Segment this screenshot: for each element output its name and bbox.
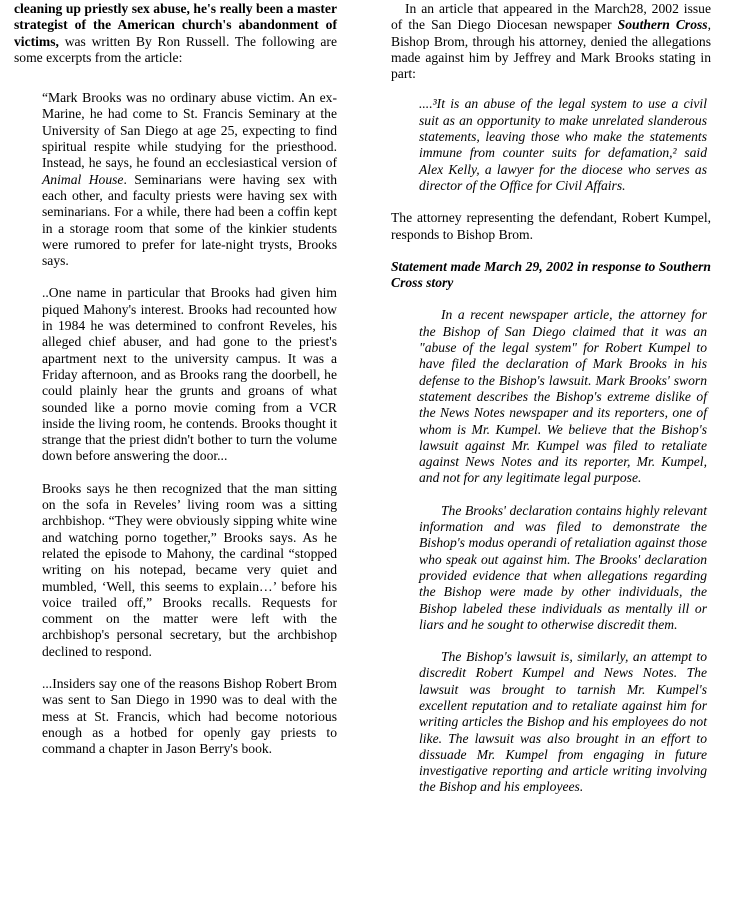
quote-insiders: ...Insiders say one of the reasons Bishop Robert Brom was sent to San Diego in 1990 was to deal with the mess at St. Francis, which had become notorious enough as a hotbed for openly gay priests to command a chapter in Jason Berry's book. [42,675,337,757]
quote-text: “Mark Brooks was no ordinary abuse victim. An ex-Marine, he had come to St. Francis Seminary at the University of San Diego at age 25, expecting to find spiritual respite while studying for the priesthood. Instead, he says, he found an ecclesiastical version of [42,90,337,171]
quote-archbishop: Brooks says he then recognized that the man sitting on the sofa in Reveles’ living room was a sitting archbishop. “They were obviously sipping white wine and watching porno together,” Brooks says. As he related the episode to Mahony, the cardinal “stopped writing on his notepad, became very quiet and mumbled, ‘Well, this seems to explain…’ before his voice trailed off,” Brooks recalls. Requests for comment on the matter were left with the archbishop's personal secretary, but the archbishop declined to respond. [42,480,337,659]
publication-name: Southern Cross [617,17,708,33]
right-column [391,0,711,796]
quote-text: . Seminarians were having sex with each other, and faculty priests were having sex with seminarians. For a while, there had been a coffin kept in a storage room that some of the kinkier students were rumored to prefer for late-night trysts, Brooks says. [42,171,337,269]
quote-one-name: ..One name in particular that Brooks had given him piqued Mahony's interest. Brooks had recounted how in 1984 he was determined to confront Reveles, his alleged chief abuser, and had gone to the priest's apartment next to the university campus. It was a Friday afternoon, and as Brooks rang the doorbell, he could plainly hear the grunts and groans of what sounded like a porno movie coming from a VCR inside the living room, he contends. Brooks thought it strange that the priest didn't bother to turn the volume down before answering the door... [42,285,337,464]
statement-paragraph-1: In a recent newspaper article, the attorney for the Bishop of San Diego claimed that it was an "abuse of the legal system" for Robert Kumpel to have filed the declaration of Mark Brooks in his defense to the Bishop's lawsuit. Mark Brooks' sworn statement describes the Bishop's extreme dislike of the News Notes newspaper and its reporters, one of whom is Mr. Kumpel. We believe that the Bishop's lawsuit against Mr. Kumpel was filed to retaliate against News Notes and its reporter, Mr. Kumpel, and not for any legitimate legal purpose. [419,307,707,486]
intro-text: was written By Ron Russell. The following are some excerpts from the article: [14,33,337,65]
statement-heading: Statement made March 29, 2002 in response to Southern Cross story [391,258,711,291]
statement-paragraph-2: The Brooks' declaration contains highly relevant information and was filed to demonstrate the Bishop's modus operandi of retaliation against those who speak out against him. The Brooks' declaration provided evidence that when allegations regarding the Bishop were made by other individuals, the Bishop labeled these individuals as mentally ill or liars and he sought to otherwise discredit them. [419,502,707,632]
attorney-paragraph: The attorney representing the defendant, Robert Kumpel, responds to Bishop Brom. [391,210,711,242]
southern-cross-intro [391,1,711,82]
left-column [14,0,337,757]
intro-text: In an article that appeared in the March28, 2002 issue of the San Diego Diocesan newspaper [391,1,711,33]
diocese-quote: ....³It is an abuse of the legal system to use a civil suit as an opportunity to make unrelated slanderous statements, leaving those who make the statements immune from counter suits for defamation,² said Alex Kelly, a lawyer for the diocese who serves as director of the Office for Civil Affairs. [419,96,707,193]
intro-text: , Bishop Brom, through his attorney, denied the allegations made against him by Jeffrey and Mark Brooks stating in part: [391,17,712,82]
quote-mark-brooks [42,90,337,269]
statement-paragraph-3: The Bishop's lawsuit is, similarly, an attempt to discredit Robert Kumpel and News Notes. The lawsuit was brought to tarnish Mr. Kumpel's excellent reputation and to retaliate against him for writing articles the Bishop and his employees do not like. The lawsuit was also brought in an effort to dissuade Mr. Kumpel from engaging in future investigative reporting and article writing involving the Bishop and his employees. [419,649,707,795]
intro-bold-text: cleaning up priestly sex abuse, he's really been a master strategist of the American church's abandonment of victims, [14,1,337,49]
quote-italic-title: Animal House [42,171,124,187]
intro-paragraph [14,1,337,66]
